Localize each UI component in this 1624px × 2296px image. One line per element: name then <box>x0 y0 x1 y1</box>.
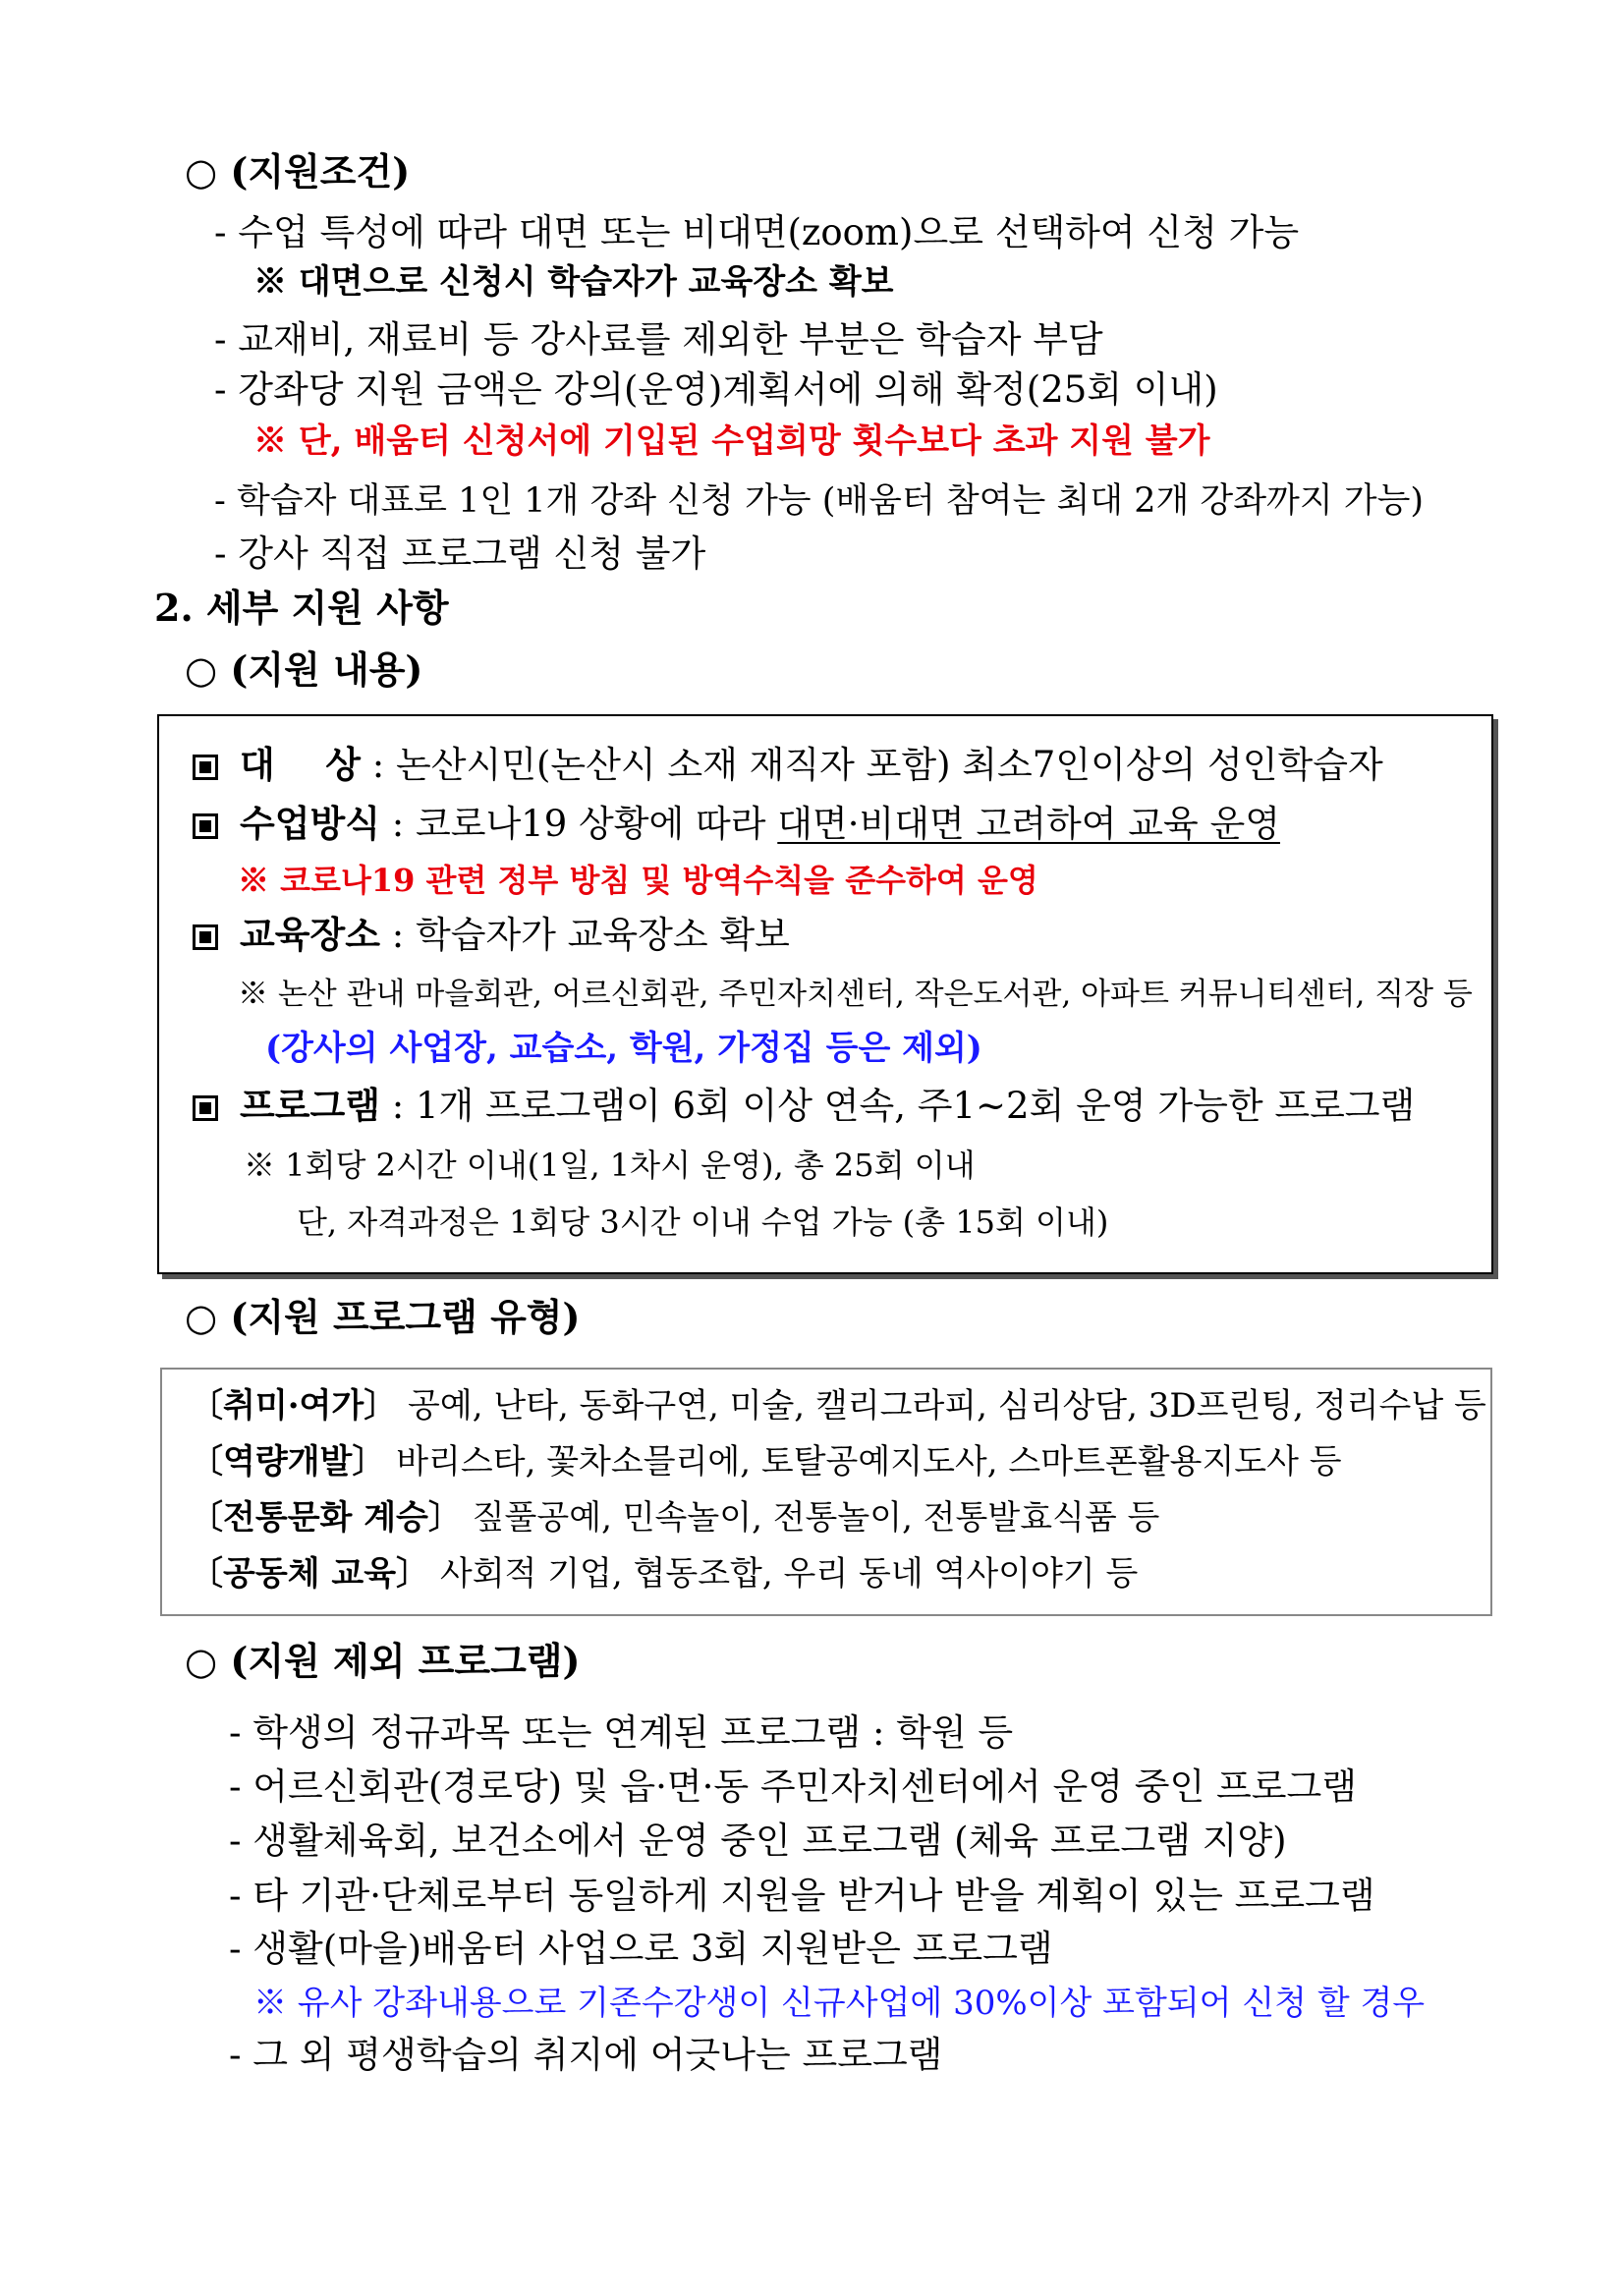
excluded-line-5: - 생활(마을)배움터 사업으로 3회 지원받은 프로그램 <box>229 1928 1053 1970</box>
program-text: : 1개 프로그램이 6회 이상 연속, 주1~2회 운영 가능한 프로그램 <box>379 1085 1416 1127</box>
program-note-2: 단, 자격과정은 1회당 3시간 이내 수업 가능 (총 15회 이내) <box>297 1204 1109 1241</box>
condition-note-1: ※ 대면으로 신청시 학습자가 교육장소 확보 <box>253 262 894 302</box>
venue-note: ※ 논산 관내 마을회관, 어르신회관, 주민자치센터, 작은도서관, 아파트 커뮤니티센터, 직장 등 <box>238 977 1473 1012</box>
condition-line-5: - 강사 직접 프로그램 신청 불가 <box>214 532 706 575</box>
program-types-heading: ○ (지원 프로그램 유형) <box>185 1295 581 1339</box>
program-type-label: 〔취미·여가〕 <box>190 1386 398 1426</box>
support-conditions-heading: ○ (지원조건) <box>185 149 411 194</box>
excluded-line-2: - 어르신회관(경로당) 및 읍·면·동 주민자치센터에서 운영 중인 프로그램 <box>229 1765 1357 1808</box>
program-type-capacity <box>190 1442 1342 1482</box>
program-row <box>193 1084 1416 1127</box>
support-content-heading: ○ (지원 내용) <box>185 647 423 692</box>
condition-line-3: - 강좌당 지원 금액은 강의(운영)계획서에 의해 확정(25회 이내) <box>214 368 1218 411</box>
excluded-line-6: - 그 외 평생학습의 취지에 어긋나는 프로그램 <box>229 2034 943 2076</box>
square-bullet-icon <box>193 924 218 950</box>
venue-row <box>193 913 790 956</box>
section-2-title: 2. 세부 지원 사항 <box>154 586 449 630</box>
square-bullet-icon <box>193 813 218 839</box>
class-method-text: : 코로나19 상황에 따라 <box>379 803 778 845</box>
target-row <box>193 743 1383 786</box>
square-bullet-icon <box>193 1095 218 1121</box>
excluded-programs-heading: ○ (지원 제외 프로그램) <box>185 1639 581 1683</box>
class-method-underlined: 대면·비대면 고려하여 교육 운영 <box>777 803 1280 845</box>
target-label: 대 상 <box>240 743 362 786</box>
program-type-label: 〔전통문화 계승〕 <box>190 1498 462 1538</box>
program-label: 프로그램 <box>240 1084 380 1127</box>
condition-line-1: - 수업 특성에 따라 대면 또는 비대면(zoom)으로 선택하여 신청 가능 <box>214 211 1300 253</box>
excluded-note-blue: ※ 유사 강좌내용으로 기존수강생이 신규사업에 30%이상 포함되어 신청 할 경우 <box>253 1984 1426 2023</box>
condition-note-red: ※ 단, 배움터 신청서에 기입된 수업희망 횟수보다 초과 지원 불가 <box>253 421 1210 461</box>
program-type-text: 바리스타, 꽃차소믈리에, 토탈공예지도사, 스마트폰활용지도사 등 <box>385 1442 1342 1482</box>
venue-exclusion-note: (강사의 사업장, 교습소, 학원, 가정집 등은 제외) <box>265 1029 982 1068</box>
condition-line-2: - 교재비, 재료비 등 강사료를 제외한 부분은 학습자 부담 <box>214 318 1103 361</box>
program-type-hobby <box>190 1386 1486 1426</box>
venue-text: : 학습자가 교육장소 확보 <box>379 914 790 956</box>
program-type-text: 사회적 기업, 협동조합, 우리 동네 역사이야기 등 <box>429 1554 1139 1594</box>
venue-label: 교육장소 <box>240 913 380 956</box>
program-type-community <box>190 1554 1139 1594</box>
program-type-label: 〔공동체 교육〕 <box>190 1554 430 1594</box>
program-type-text: 공예, 난타, 동화구연, 미술, 캘리그라피, 심리상담, 3D프린팅, 정리수납 등 <box>397 1386 1486 1426</box>
program-type-tradition <box>190 1498 1160 1538</box>
program-note-1: ※ 1회당 2시간 이내(1일, 1차시 운영), 총 25회 이내 <box>244 1147 976 1184</box>
square-bullet-icon <box>193 755 218 780</box>
condition-line-4: - 학습자 대표로 1인 1개 강좌 신청 가능 (배움터 참여는 최대 2개 강좌까지 가능) <box>214 481 1425 521</box>
program-type-text: 짚풀공예, 민속놀이, 전통놀이, 전통발효식품 등 <box>461 1498 1160 1538</box>
target-text: : 논산시민(논산시 소재 재직자 포함) 최소7인이상의 성인학습자 <box>361 744 1383 786</box>
class-method-label: 수업방식 <box>240 802 380 845</box>
excluded-line-3: - 생활체육회, 보건소에서 운영 중인 프로그램 (체육 프로그램 지양) <box>229 1820 1287 1862</box>
excluded-line-1: - 학생의 정규과목 또는 연계된 프로그램 : 학원 등 <box>229 1711 1014 1754</box>
program-type-label: 〔역량개발〕 <box>190 1442 386 1482</box>
class-method-row <box>193 802 1280 845</box>
excluded-line-4: - 타 기관·단체로부터 동일하게 지원을 받거나 받을 계획이 있는 프로그램 <box>229 1875 1375 1917</box>
covid-note: ※ 코로나19 관련 정부 방침 및 방역수칙을 준수하여 운영 <box>238 862 1038 899</box>
